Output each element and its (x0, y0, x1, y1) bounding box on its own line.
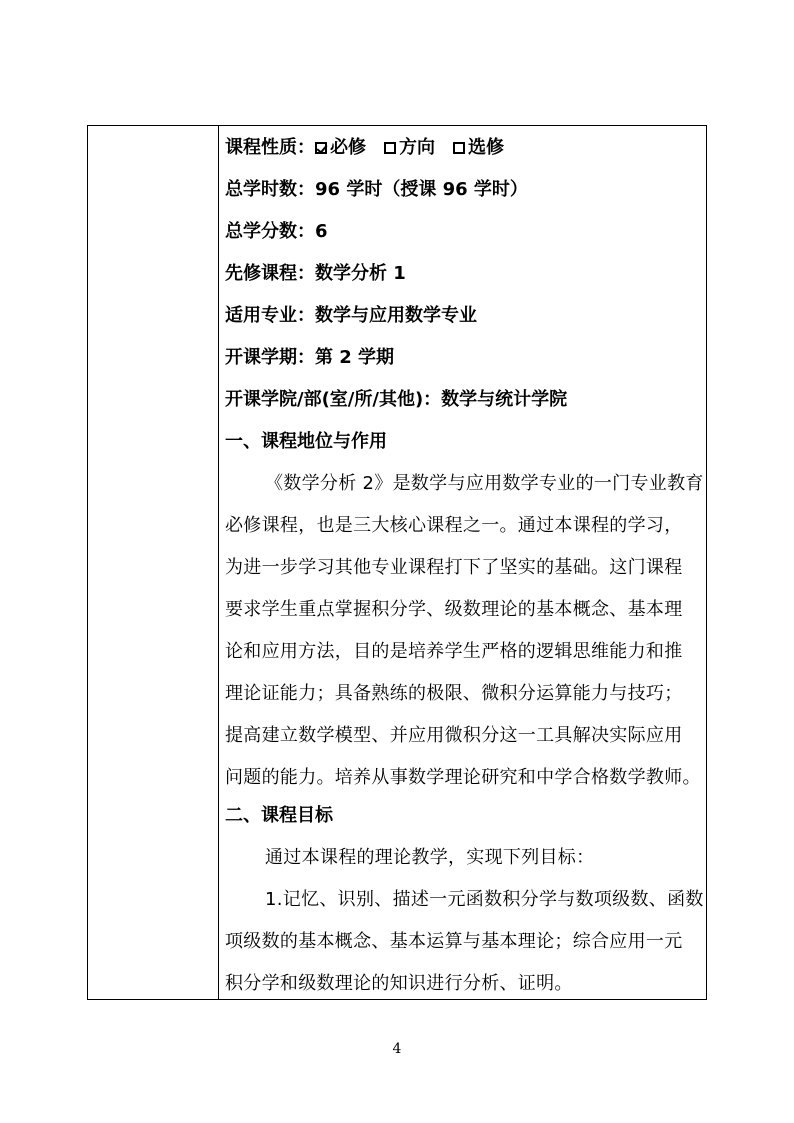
paragraph-line: 《数学分析 2》是数学与应用数学专业的一门专业教育 (265, 473, 704, 494)
paragraph-line: 问题的能力。培养从事数学理论研究和中学合格数学教师。 (225, 767, 701, 788)
section2-intro: 通过本课程的理论教学，实现下列目标： (265, 847, 595, 868)
checkbox-icon (384, 142, 396, 154)
section2-heading: 二、课程目标 (225, 805, 333, 826)
paragraph-line: 为进一步学习其他专业课程打下了坚实的基础。这门课程 (225, 557, 683, 578)
course-nature-row (225, 136, 504, 160)
applicable-major: 适用专业：数学与应用数学专业 (225, 305, 477, 326)
option-elective (453, 137, 504, 158)
paragraph-line: 提高建立数学模型、并应用微积分这一工具解决实际应用 (225, 725, 683, 746)
semester: 开课学期：第 2 学期 (225, 347, 395, 368)
option-direction (384, 137, 435, 158)
checkbox-icon (453, 142, 465, 154)
option-required (315, 137, 366, 158)
prerequisite: 先修课程：数学分析 1 (225, 263, 406, 284)
paragraph-line: 要求学生重点掌握积分学、级数理论的基本概念、基本理 (225, 599, 683, 620)
option-required-label: 必修 (330, 137, 366, 158)
column-divider (218, 126, 219, 999)
section1-heading: 一、课程地位与作用 (225, 431, 387, 452)
objective-line: 积分学和级数理论的知识进行分析、证明。 (225, 973, 573, 994)
paragraph-line: 必修课程，也是三大核心课程之一。通过本课程的学习， (225, 515, 683, 536)
total-credits: 总学分数：6 (225, 221, 328, 242)
page-number: 4 (392, 1041, 402, 1057)
objective-line: 1.记忆、识别、描述一元函数积分学与数项级数、函数 (265, 889, 704, 910)
option-direction-label: 方向 (399, 137, 435, 158)
total-hours: 总学时数：96 学时（授课 96 学时） (225, 179, 528, 200)
paragraph-line: 论和应用方法，目的是培养学生严格的逻辑思维能力和推 (225, 641, 683, 662)
department: 开课学院/部(室/所/其他)：数学与统计学院 (225, 389, 568, 410)
checked-checkbox-icon (315, 142, 327, 154)
course-info-table (87, 125, 707, 1000)
paragraph-line: 理论证能力；具备熟练的极限、微积分运算能力与技巧； (225, 683, 683, 704)
course-nature-label: 课程性质： (225, 137, 315, 158)
objective-line: 项级数的基本概念、基本运算与基本理论；综合应用一元 (225, 931, 683, 952)
option-elective-label: 选修 (468, 137, 504, 158)
